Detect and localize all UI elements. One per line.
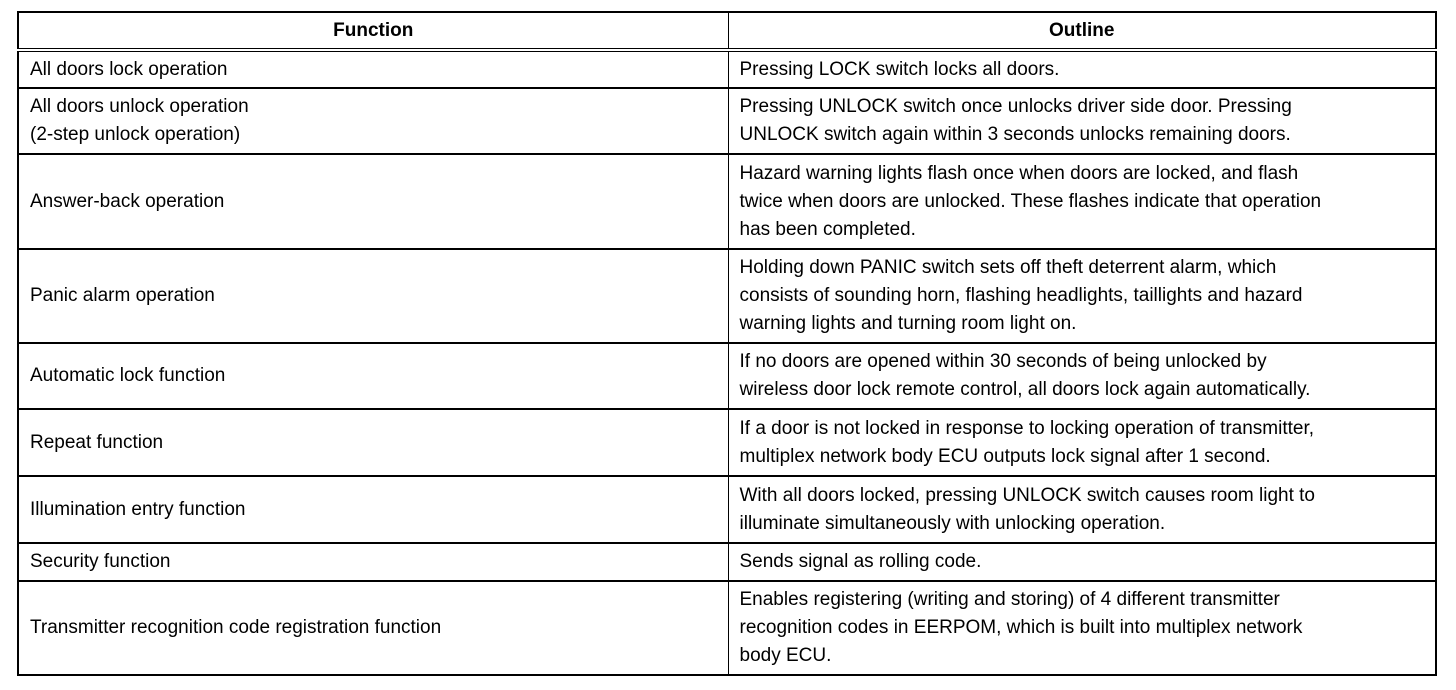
outline-cell: Pressing LOCK switch locks all doors. <box>728 50 1436 88</box>
function-cell: Panic alarm operation <box>18 249 728 343</box>
function-cell: All doors unlock operation (2-step unlock operation) <box>18 88 728 154</box>
function-cell: Illumination entry function <box>18 476 728 543</box>
outline-cell: If a door is not locked in response to locking operation of transmitter, multiplex network body ECU outputs lock signal after 1 second. <box>728 409 1436 476</box>
column-header-outline: Outline <box>728 12 1436 50</box>
table-row <box>18 543 1436 581</box>
outline-cell: Pressing UNLOCK switch once unlocks driver side door. Pressing UNLOCK switch again within 3 seconds unlocks remaining doors. <box>728 88 1436 154</box>
function-outline-table <box>17 11 1437 676</box>
outline-cell: If no doors are opened within 30 seconds of being unlocked by wireless door lock remote control, all doors lock again automatically. <box>728 343 1436 409</box>
outline-cell: Enables registering (writing and storing) of 4 different transmitter recognition codes in EERPOM, which is built into multiplex network body ECU. <box>728 581 1436 675</box>
outline-cell: Sends signal as rolling code. <box>728 543 1436 581</box>
table-row <box>18 88 1436 154</box>
table-row <box>18 154 1436 249</box>
column-header-function: Function <box>18 12 728 50</box>
table-row <box>18 50 1436 88</box>
function-cell: Repeat function <box>18 409 728 476</box>
table-row <box>18 476 1436 543</box>
outline-cell: Hazard warning lights flash once when doors are locked, and flash twice when doors are unlocked. These flashes indicate that operation has been completed. <box>728 154 1436 249</box>
function-cell: Answer-back operation <box>18 154 728 249</box>
outline-cell: Holding down PANIC switch sets off theft deterrent alarm, which consists of sounding horn, flashing headlights, taillights and hazard warning lights and turning room light on. <box>728 249 1436 343</box>
table-row <box>18 581 1436 675</box>
outline-cell: With all doors locked, pressing UNLOCK switch causes room light to illuminate simultaneously with unlocking operation. <box>728 476 1436 543</box>
table-header-row <box>18 12 1436 50</box>
function-cell: All doors lock operation <box>18 50 728 88</box>
table-row <box>18 343 1436 409</box>
function-cell: Security function <box>18 543 728 581</box>
function-cell: Transmitter recognition code registration function <box>18 581 728 675</box>
function-cell: Automatic lock function <box>18 343 728 409</box>
table-row <box>18 409 1436 476</box>
table-row <box>18 249 1436 343</box>
